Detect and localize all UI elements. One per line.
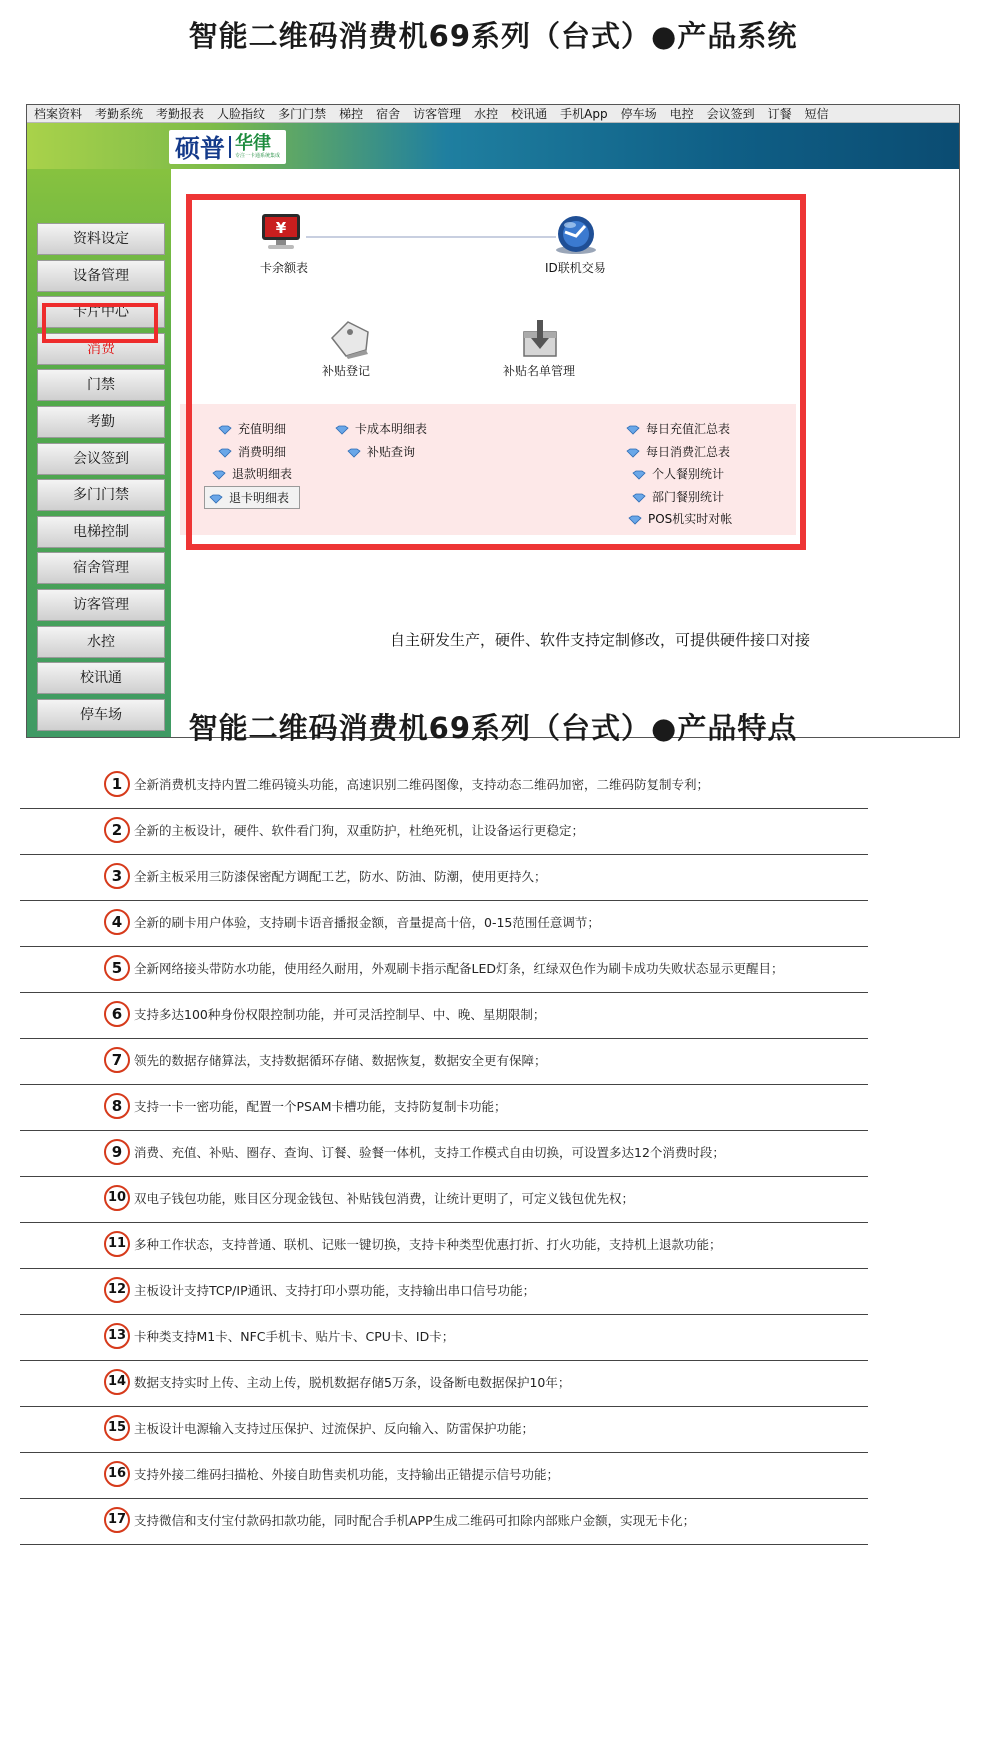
feature-text: 主板设计电源输入支持过压保护、过流保护、反向输入、防雷保护功能； <box>134 1421 535 1436</box>
sidebar-item[interactable]: 资料设定 <box>37 223 165 255</box>
sidebar-item[interactable]: 消费 <box>37 333 165 365</box>
report-link-label: 充值明细 <box>238 422 287 436</box>
feature-text: 支持外接二维码扫描枪、外接自助售卖机功能，支持输出正错提示信号功能； <box>134 1467 560 1482</box>
sidebar-item[interactable]: 门禁 <box>37 369 165 401</box>
sidebar-item[interactable]: 校讯通 <box>37 662 165 694</box>
feature-text: 双电子钱包功能，账目区分现金钱包、补贴钱包消费，让统计更明了，可定义钱包优先权； <box>134 1191 635 1206</box>
menu-item[interactable]: 校讯通 <box>511 107 548 121</box>
feature-row <box>20 762 868 809</box>
feature-number: 14 <box>104 1369 130 1395</box>
subsidy-register-label[interactable]: 补贴登记 <box>322 364 371 378</box>
menu-item[interactable]: 停车场 <box>620 107 657 121</box>
feature-row <box>20 1360 868 1407</box>
report-link-label: POS机实时对帐 <box>648 512 733 526</box>
feature-text: 支持微信和支付宝付款码扣款功能，同时配合手机APP生成二维码可扣除内部账户金额，实现无卡化； <box>134 1513 696 1528</box>
logo-sub <box>235 135 280 159</box>
menu-item[interactable]: 订餐 <box>767 107 792 121</box>
menu-item[interactable]: 考勤报表 <box>156 107 205 121</box>
banner <box>27 123 959 169</box>
menu-item[interactable]: 人脸指纹 <box>217 107 266 121</box>
subsidy-list-label[interactable]: 补贴名单管理 <box>503 364 576 378</box>
menu-item[interactable]: 水控 <box>474 107 499 121</box>
report-link-label: 部门餐别统计 <box>652 490 725 504</box>
feature-number: 10 <box>104 1185 130 1211</box>
balance-label[interactable]: 卡余额表 <box>260 261 309 275</box>
feature-row <box>20 1038 868 1085</box>
logo-sub-text: 华律 <box>235 133 272 154</box>
menu-item[interactable]: 电控 <box>669 107 694 121</box>
feature-row <box>20 1176 868 1223</box>
menu-item[interactable]: 宿舍 <box>376 107 401 121</box>
sidebar-highlight <box>42 303 158 343</box>
feature-number: 6 <box>104 1001 130 1027</box>
sidebar-item[interactable]: 电梯控制 <box>37 516 165 548</box>
feature-text: 消费、充值、补贴、圈存、查询、订餐、验餐一体机，支持工作模式自由切换，可设置多达12个消费时段； <box>134 1145 725 1160</box>
menu-item[interactable]: 多门门禁 <box>278 107 327 121</box>
feature-text: 支持一卡一密功能，配置一个PSAM卡槽功能，支持防复制卡功能； <box>134 1099 507 1114</box>
features-title: 智能二维码消费机69系列（台式）●产品特点 <box>188 711 798 745</box>
feature-number: 16 <box>104 1461 130 1487</box>
feature-row <box>20 946 868 993</box>
feature-number: 17 <box>104 1507 130 1533</box>
logo <box>169 130 286 164</box>
feature-number: 5 <box>104 955 130 981</box>
svg-text:¥: ¥ <box>275 219 287 237</box>
highlight-frame <box>186 194 806 550</box>
feature-row <box>20 1452 868 1499</box>
sidebar-item[interactable]: 会议签到 <box>37 443 165 475</box>
feature-row <box>20 1268 868 1315</box>
sidebar-item[interactable]: 多门门禁 <box>37 479 165 511</box>
menu-item[interactable]: 手机App <box>560 107 608 121</box>
feature-text: 领先的数据存储算法，支持数据循环存储、数据恢复，数据安全更有保障； <box>134 1053 547 1068</box>
feature-row <box>20 992 868 1039</box>
logo-slogan: 专注一卡通系统集成 <box>235 153 281 159</box>
sidebar-item[interactable]: 停车场 <box>37 699 165 731</box>
menu-item[interactable]: 档案资料 <box>34 107 83 121</box>
sidebar-item[interactable]: 卡片中心 <box>37 296 165 328</box>
sidebar <box>27 169 171 737</box>
logo-divider <box>229 136 231 158</box>
feature-number: 13 <box>104 1323 130 1349</box>
feature-text: 支持多达100种身份权限控制功能，并可灵活控制早、中、晚、星期限制； <box>134 1007 546 1022</box>
report-link-label: 退款明细表 <box>232 467 293 481</box>
feature-row <box>20 900 868 947</box>
feature-row <box>20 808 868 855</box>
feature-number: 9 <box>104 1139 130 1165</box>
feature-row <box>20 1498 868 1545</box>
feature-row <box>20 854 868 901</box>
menu-item[interactable]: 会议签到 <box>706 107 755 121</box>
feature-number: 8 <box>104 1093 130 1119</box>
feature-text: 全新的主板设计，硬件、软件看门狗，双重防护，杜绝死机，让设备运行更稳定； <box>134 823 585 838</box>
sidebar-item[interactable]: 设备管理 <box>37 260 165 292</box>
feature-row <box>20 1084 868 1131</box>
logo-main: 硕普 <box>175 134 226 163</box>
feature-text: 全新消费机支持内置二维码镜头功能，高速识别二维码图像，支持动态二维码加密，二维码防复制专利； <box>134 777 710 792</box>
feature-row <box>20 1406 868 1453</box>
menu-item[interactable]: 梯控 <box>339 107 364 121</box>
feature-text: 多种工作状态，支持普通、联机、记账一键切换，支持卡种类型优惠打折、打火功能，支持机上退款功能； <box>134 1237 722 1252</box>
menu-bar <box>27 105 959 123</box>
sidebar-item[interactable]: 宿舍管理 <box>37 552 165 584</box>
report-link-label: 每日充值汇总表 <box>646 422 731 436</box>
report-link-label: 每日消费汇总表 <box>646 445 731 459</box>
feature-text: 数据支持实时上传、主动上传，脱机数据存储5万条，设备断电数据保护10年； <box>134 1375 571 1390</box>
feature-text: 全新网络接头带防水功能，使用经久耐用，外观刷卡指示配备LED灯条，红绿双色作为刷卡成功失败状态显示更醒目； <box>134 961 784 976</box>
feature-number: 4 <box>104 909 130 935</box>
report-link-label: 补贴查询 <box>367 445 416 459</box>
report-link-label: 个人餐别统计 <box>652 467 725 481</box>
feature-row <box>20 1130 868 1177</box>
feature-number: 2 <box>104 817 130 843</box>
sidebar-item[interactable]: 水控 <box>37 626 165 658</box>
report-link-label: 消费明细 <box>238 445 287 459</box>
feature-text: 主板设计支持TCP/IP通讯、支持打印小票功能，支持输出串口信号功能； <box>134 1283 536 1298</box>
feature-text: 卡种类支持M1卡、NFC手机卡、贴片卡、CPU卡、ID卡； <box>134 1329 455 1344</box>
feature-row <box>20 1314 868 1361</box>
feature-text: 全新主板采用三防漆保密配方调配工艺，防水、防油、防潮，使用更持久； <box>134 869 547 884</box>
report-link-label: 退卡明细表 <box>229 491 290 505</box>
sidebar-item[interactable]: 考勤 <box>37 406 165 438</box>
feature-number: 12 <box>104 1277 130 1303</box>
feature-number: 15 <box>104 1415 130 1441</box>
report-link-label: 卡成本明细表 <box>355 422 428 436</box>
feature-row <box>20 1222 868 1269</box>
feature-number: 11 <box>104 1231 130 1257</box>
menu-item[interactable]: 访客管理 <box>413 107 462 121</box>
tagline: 自主研发生产，硬件、软件支持定制修改，可提供硬件接口对接 <box>390 631 811 649</box>
online-trade-label[interactable]: ID联机交易 <box>545 261 606 275</box>
feature-text: 全新的刷卡用户体验，支持刷卡语音播报金额，音量提高十倍，0-15范围任意调节； <box>134 915 600 930</box>
feature-number: 7 <box>104 1047 130 1073</box>
feature-number: 3 <box>104 863 130 889</box>
system-title: 智能二维码消费机69系列（台式）●产品系统 <box>188 19 798 53</box>
sidebar-item[interactable]: 访客管理 <box>37 589 165 621</box>
menu-item[interactable]: 考勤系统 <box>95 107 144 121</box>
menu-item[interactable]: 短信 <box>804 107 829 121</box>
feature-number: 1 <box>104 771 130 797</box>
